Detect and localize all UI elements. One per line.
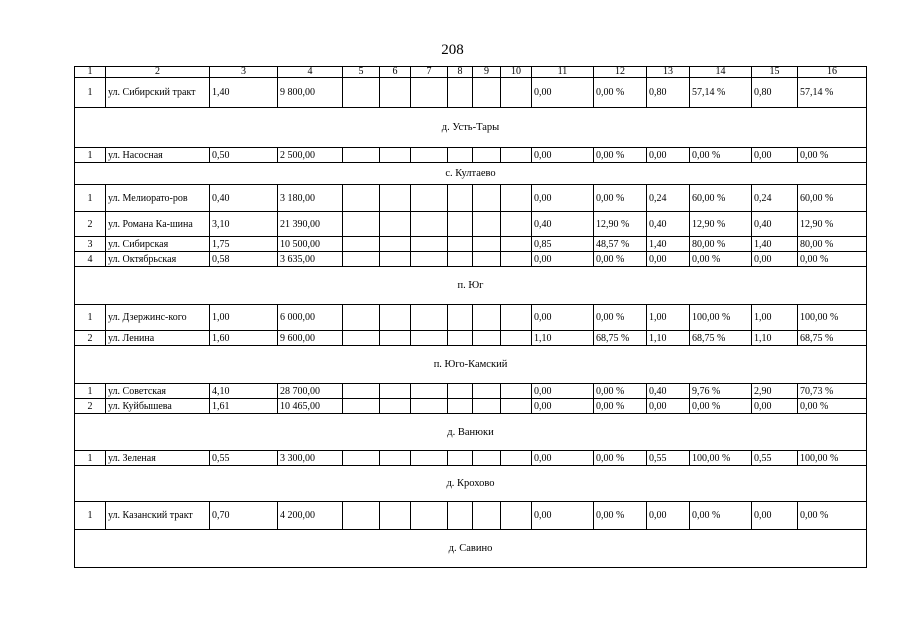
street-name: ул. Ленина bbox=[106, 331, 210, 346]
table-cell bbox=[343, 78, 380, 108]
column-number: 9 bbox=[473, 67, 501, 78]
table-row bbox=[75, 78, 867, 108]
table-cell: 0,40 bbox=[752, 212, 798, 237]
locality-row bbox=[75, 108, 867, 148]
table-cell: 1,10 bbox=[532, 331, 594, 346]
table-row bbox=[75, 331, 867, 346]
street-name: ул. Советская bbox=[106, 384, 210, 399]
table-cell: 0,55 bbox=[752, 451, 798, 466]
table-cell: 0,40 bbox=[647, 384, 690, 399]
table-cell: 0,00 % bbox=[798, 252, 867, 267]
table-cell bbox=[343, 384, 380, 399]
table-cell: 0,55 bbox=[210, 451, 278, 466]
locality-name: д. Крохово bbox=[75, 466, 867, 502]
table-cell bbox=[343, 331, 380, 346]
column-number: 3 bbox=[210, 67, 278, 78]
table-cell bbox=[448, 399, 473, 414]
table-cell: 0,00 bbox=[752, 399, 798, 414]
table-cell bbox=[380, 384, 411, 399]
table-cell: 0,50 bbox=[210, 148, 278, 163]
table-cell: 68,75 % bbox=[594, 331, 647, 346]
table-row bbox=[75, 305, 867, 331]
table-cell bbox=[411, 237, 448, 252]
table-cell bbox=[501, 399, 532, 414]
table-cell: 0,40 bbox=[532, 212, 594, 237]
table-cell: 0,00 bbox=[532, 451, 594, 466]
table-cell bbox=[501, 237, 532, 252]
table-cell bbox=[411, 148, 448, 163]
table-cell: 0,00 % bbox=[594, 148, 647, 163]
table-cell: 3 635,00 bbox=[278, 252, 343, 267]
table-cell bbox=[473, 451, 501, 466]
data-table bbox=[74, 66, 867, 568]
table-cell: 68,75 % bbox=[798, 331, 867, 346]
table-cell: 68,75 % bbox=[690, 331, 752, 346]
table-cell: 0,24 bbox=[752, 185, 798, 212]
table-cell: 3 bbox=[75, 237, 106, 252]
table-cell: 0,00 % bbox=[690, 399, 752, 414]
table-cell bbox=[448, 237, 473, 252]
table-cell bbox=[343, 451, 380, 466]
street-name: ул. Насосная bbox=[106, 148, 210, 163]
locality-name: д. Савино bbox=[75, 530, 867, 568]
table-cell: 0,00 % bbox=[690, 502, 752, 530]
table-row bbox=[75, 148, 867, 163]
table-cell bbox=[411, 185, 448, 212]
table-cell bbox=[380, 78, 411, 108]
table-cell: 0,00 % bbox=[594, 185, 647, 212]
table-cell: 0,00 % bbox=[690, 148, 752, 163]
locality-row bbox=[75, 163, 867, 185]
street-name: ул. Зеленая bbox=[106, 451, 210, 466]
table-cell: 0,00 bbox=[752, 148, 798, 163]
table-cell: 80,00 % bbox=[690, 237, 752, 252]
table-cell bbox=[448, 148, 473, 163]
table-cell: 0,00 bbox=[647, 502, 690, 530]
table-cell bbox=[473, 384, 501, 399]
column-number: 16 bbox=[798, 67, 867, 78]
table-cell bbox=[473, 237, 501, 252]
table-cell: 2 500,00 bbox=[278, 148, 343, 163]
column-number: 10 bbox=[501, 67, 532, 78]
table-cell: 1,10 bbox=[752, 331, 798, 346]
table-cell: 0,00 % bbox=[594, 305, 647, 331]
table-cell: 1,00 bbox=[210, 305, 278, 331]
table-row bbox=[75, 237, 867, 252]
table-cell bbox=[501, 185, 532, 212]
table-cell: 12,90 % bbox=[798, 212, 867, 237]
table-cell: 1 bbox=[75, 78, 106, 108]
table-cell bbox=[501, 305, 532, 331]
table-cell: 1 bbox=[75, 305, 106, 331]
street-name: ул. Сибирская bbox=[106, 237, 210, 252]
table-row bbox=[75, 185, 867, 212]
table-cell bbox=[411, 305, 448, 331]
table-cell: 1,60 bbox=[210, 331, 278, 346]
table-cell: 0,00 bbox=[532, 252, 594, 267]
table-cell: 4,10 bbox=[210, 384, 278, 399]
table-cell: 0,80 bbox=[752, 78, 798, 108]
table-cell: 1,75 bbox=[210, 237, 278, 252]
table-cell: 1 bbox=[75, 502, 106, 530]
table-cell: 0,00 % bbox=[594, 399, 647, 414]
table-cell: 1,00 bbox=[647, 305, 690, 331]
table-cell bbox=[411, 331, 448, 346]
table-row bbox=[75, 451, 867, 466]
table-cell: 9 600,00 bbox=[278, 331, 343, 346]
column-number: 4 bbox=[278, 67, 343, 78]
table-cell: 2 bbox=[75, 399, 106, 414]
street-name: ул. Казанский тракт bbox=[106, 502, 210, 530]
table-cell: 1 bbox=[75, 148, 106, 163]
column-number: 8 bbox=[448, 67, 473, 78]
table-cell bbox=[380, 399, 411, 414]
table-row bbox=[75, 502, 867, 530]
table-cell bbox=[380, 212, 411, 237]
table-cell: 70,73 % bbox=[798, 384, 867, 399]
table-cell: 1,40 bbox=[210, 78, 278, 108]
table-cell: 1,40 bbox=[752, 237, 798, 252]
locality-name: д. Усть-Тары bbox=[75, 108, 867, 148]
table-cell: 1,10 bbox=[647, 331, 690, 346]
locality-name: п. Юго-Камский bbox=[75, 346, 867, 384]
table-cell: 0,00 % bbox=[594, 502, 647, 530]
table-cell: 1,00 bbox=[752, 305, 798, 331]
table-cell bbox=[411, 212, 448, 237]
table-cell bbox=[448, 331, 473, 346]
table-cell: 0,00 bbox=[532, 502, 594, 530]
table-cell bbox=[473, 78, 501, 108]
table-cell bbox=[411, 78, 448, 108]
table-cell: 0,58 bbox=[210, 252, 278, 267]
table-cell bbox=[501, 148, 532, 163]
column-number: 1 bbox=[75, 67, 106, 78]
table-cell: 0,24 bbox=[647, 185, 690, 212]
table-cell bbox=[380, 185, 411, 212]
table-cell: 0,00 % bbox=[690, 252, 752, 267]
table-cell: 0,00 % bbox=[594, 78, 647, 108]
table-cell bbox=[448, 384, 473, 399]
table-cell: 4 200,00 bbox=[278, 502, 343, 530]
table-cell bbox=[380, 305, 411, 331]
locality-name: п. Юг bbox=[75, 267, 867, 305]
column-number: 2 bbox=[106, 67, 210, 78]
table-cell: 80,00 % bbox=[798, 237, 867, 252]
table-cell: 0,00 bbox=[647, 252, 690, 267]
column-number: 15 bbox=[752, 67, 798, 78]
street-name: ул. Дзержинс-кого bbox=[106, 305, 210, 331]
table-cell bbox=[473, 185, 501, 212]
street-name: ул. Сибирский тракт bbox=[106, 78, 210, 108]
table-cell bbox=[448, 78, 473, 108]
column-number: 11 bbox=[532, 67, 594, 78]
table-cell: 0,85 bbox=[532, 237, 594, 252]
table-cell bbox=[501, 252, 532, 267]
table-cell: 1,40 bbox=[647, 237, 690, 252]
table-cell: 3 180,00 bbox=[278, 185, 343, 212]
street-name: ул. Октябрьская bbox=[106, 252, 210, 267]
table-cell: 0,00 % bbox=[798, 399, 867, 414]
table-cell bbox=[473, 305, 501, 331]
column-number: 13 bbox=[647, 67, 690, 78]
table-cell bbox=[343, 305, 380, 331]
table-cell: 0,00 bbox=[647, 399, 690, 414]
table-cell bbox=[343, 148, 380, 163]
table-cell bbox=[448, 305, 473, 331]
table-cell bbox=[473, 331, 501, 346]
table-cell: 2 bbox=[75, 212, 106, 237]
table-cell bbox=[501, 212, 532, 237]
table-cell: 9,76 % bbox=[690, 384, 752, 399]
table-cell: 0,00 bbox=[532, 148, 594, 163]
table-cell: 1 bbox=[75, 384, 106, 399]
table-cell bbox=[380, 148, 411, 163]
table-cell bbox=[411, 502, 448, 530]
table-cell: 1,61 bbox=[210, 399, 278, 414]
table-cell bbox=[343, 502, 380, 530]
header-row bbox=[75, 67, 867, 78]
table-cell: 0,00 bbox=[647, 148, 690, 163]
table-cell: 10 500,00 bbox=[278, 237, 343, 252]
table-cell bbox=[501, 331, 532, 346]
table-cell bbox=[473, 399, 501, 414]
table-row bbox=[75, 399, 867, 414]
table-cell: 100,00 % bbox=[690, 305, 752, 331]
table-cell: 1 bbox=[75, 185, 106, 212]
table-cell: 0,70 bbox=[210, 502, 278, 530]
table-cell: 0,80 bbox=[647, 78, 690, 108]
table-cell: 100,00 % bbox=[690, 451, 752, 466]
table-cell bbox=[411, 451, 448, 466]
table-cell bbox=[501, 78, 532, 108]
table-cell: 12,90 % bbox=[594, 212, 647, 237]
table-cell bbox=[448, 252, 473, 267]
table-cell: 0,00 % bbox=[594, 384, 647, 399]
table-cell: 0,00 bbox=[532, 305, 594, 331]
table-cell bbox=[473, 148, 501, 163]
table-cell bbox=[448, 502, 473, 530]
table-cell: 0,40 bbox=[647, 212, 690, 237]
table-cell bbox=[380, 451, 411, 466]
table-cell bbox=[343, 252, 380, 267]
table-cell bbox=[343, 399, 380, 414]
table-cell: 0,55 bbox=[647, 451, 690, 466]
table-cell bbox=[448, 212, 473, 237]
table-cell bbox=[501, 451, 532, 466]
table-cell bbox=[343, 185, 380, 212]
table-cell: 2 bbox=[75, 331, 106, 346]
locality-row bbox=[75, 267, 867, 305]
table-cell: 57,14 % bbox=[798, 78, 867, 108]
locality-row bbox=[75, 346, 867, 384]
table-cell bbox=[501, 384, 532, 399]
table-cell: 4 bbox=[75, 252, 106, 267]
table-cell bbox=[501, 502, 532, 530]
table-cell: 0,00 % bbox=[594, 451, 647, 466]
table-cell: 2,90 bbox=[752, 384, 798, 399]
table-cell bbox=[473, 252, 501, 267]
page-number: 208 bbox=[441, 42, 464, 58]
column-number: 14 bbox=[690, 67, 752, 78]
table-cell bbox=[411, 399, 448, 414]
column-number: 5 bbox=[343, 67, 380, 78]
table-row bbox=[75, 212, 867, 237]
column-number: 7 bbox=[411, 67, 448, 78]
table-cell: 1 bbox=[75, 451, 106, 466]
locality-row bbox=[75, 466, 867, 502]
table-cell bbox=[380, 237, 411, 252]
table-cell bbox=[473, 212, 501, 237]
table-row bbox=[75, 384, 867, 399]
table-cell: 3 300,00 bbox=[278, 451, 343, 466]
table-cell: 0,00 bbox=[532, 399, 594, 414]
table-cell: 0,00 bbox=[532, 78, 594, 108]
table-cell bbox=[411, 384, 448, 399]
table-cell: 0,00 bbox=[532, 384, 594, 399]
table-cell: 57,14 % bbox=[690, 78, 752, 108]
table-cell: 9 800,00 bbox=[278, 78, 343, 108]
table-cell bbox=[343, 212, 380, 237]
table-cell: 28 700,00 bbox=[278, 384, 343, 399]
street-name: ул. Мелиорато-ров bbox=[106, 185, 210, 212]
table-cell bbox=[473, 502, 501, 530]
table-cell: 6 000,00 bbox=[278, 305, 343, 331]
table-cell bbox=[380, 502, 411, 530]
table-cell: 0,00 % bbox=[798, 502, 867, 530]
table-cell bbox=[343, 237, 380, 252]
table-cell: 0,00 bbox=[752, 502, 798, 530]
locality-name: д. Ванюки bbox=[75, 414, 867, 451]
table-cell: 0,00 bbox=[752, 252, 798, 267]
table-cell: 21 390,00 bbox=[278, 212, 343, 237]
table-cell: 0,00 % bbox=[798, 148, 867, 163]
table-cell bbox=[448, 451, 473, 466]
locality-row bbox=[75, 530, 867, 568]
locality-row bbox=[75, 414, 867, 451]
street-name: ул. Куйбышева bbox=[106, 399, 210, 414]
table-cell: 0,00 bbox=[532, 185, 594, 212]
table-cell: 0,00 % bbox=[594, 252, 647, 267]
table-cell: 100,00 % bbox=[798, 451, 867, 466]
table-cell: 0,40 bbox=[210, 185, 278, 212]
table-cell: 10 465,00 bbox=[278, 399, 343, 414]
table-row bbox=[75, 252, 867, 267]
column-number: 12 bbox=[594, 67, 647, 78]
table-cell: 12,90 % bbox=[690, 212, 752, 237]
table-cell: 60,00 % bbox=[690, 185, 752, 212]
table-cell: 100,00 % bbox=[798, 305, 867, 331]
table-cell: 3,10 bbox=[210, 212, 278, 237]
table-cell bbox=[380, 252, 411, 267]
table-cell bbox=[380, 331, 411, 346]
table-cell bbox=[448, 185, 473, 212]
table-cell: 48,57 % bbox=[594, 237, 647, 252]
street-name: ул. Романа Ка-шина bbox=[106, 212, 210, 237]
table-cell: 60,00 % bbox=[798, 185, 867, 212]
table-cell bbox=[411, 252, 448, 267]
locality-name: с. Култаево bbox=[75, 163, 867, 185]
column-number: 6 bbox=[380, 67, 411, 78]
